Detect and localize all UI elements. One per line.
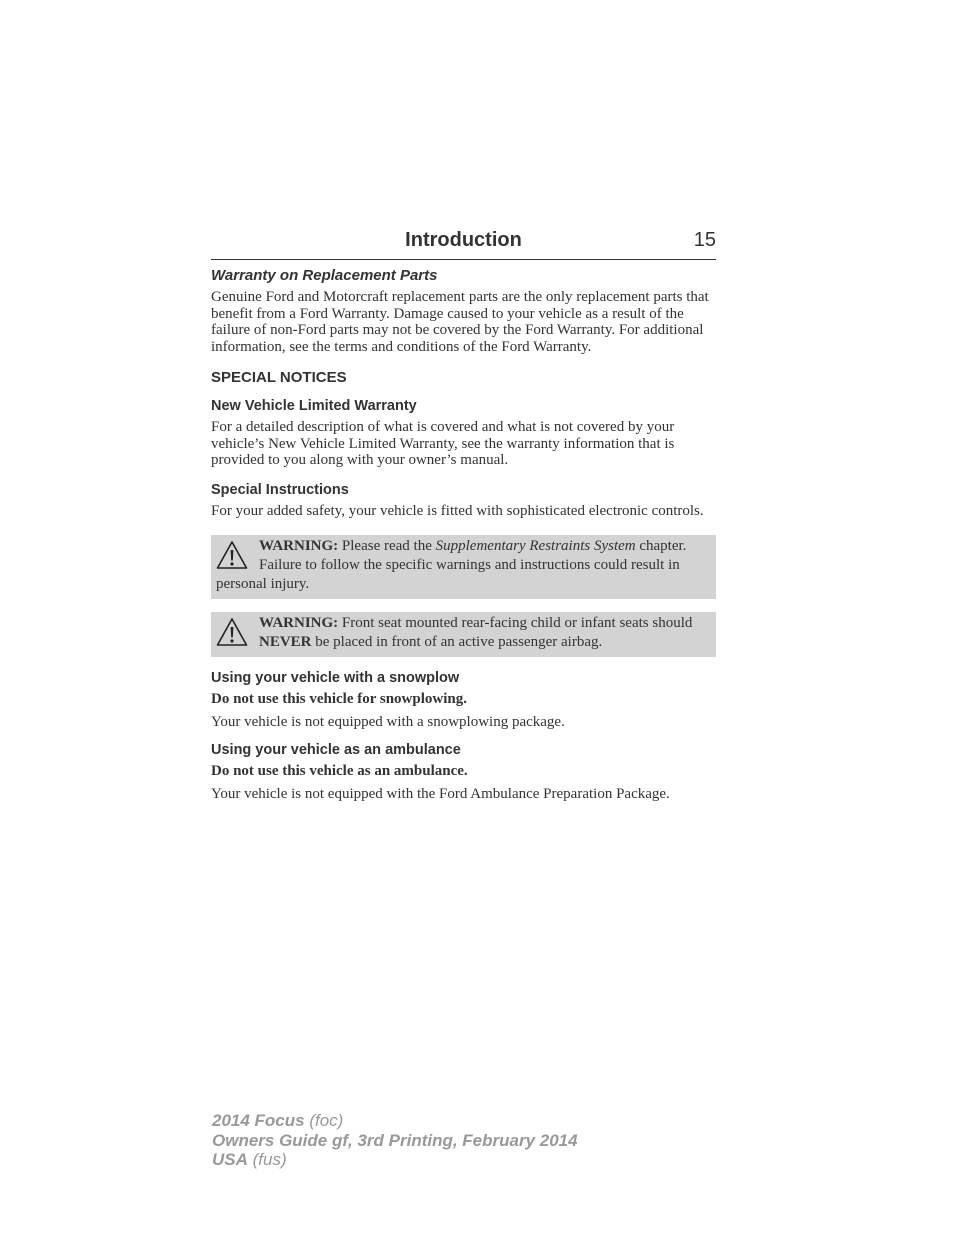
warning-text-before: Please read the (341, 538, 432, 554)
chapter-title: Introduction (405, 229, 522, 251)
ambulance-heading: Using your vehicle as an ambulance (211, 742, 461, 758)
manual-page (211, 228, 716, 818)
warning-label: WARNING: (259, 538, 339, 554)
warning-box-srs (211, 535, 716, 599)
ambulance-text: Your vehicle is not equipped with the Ford Ambulance Preparation Package. (211, 785, 670, 802)
new-vehicle-warranty-heading: New Vehicle Limited Warranty (211, 398, 417, 414)
new-vehicle-warranty-text: For a detailed description of what is covered and what is not covered by your vehicle’s New Vehicle Limited Warranty, see the warranty information that is provided to you along with your owner’s manual. (211, 419, 675, 468)
snowplow-bold-text: Do not use this vehicle for snowplowing. (211, 691, 467, 707)
warning-emphasis: NEVER (259, 634, 312, 650)
warning-text-after: chapter. Failure to follow the specific warnings and instructions could result in personal injury. (216, 538, 687, 592)
warning-triangle-icon (216, 540, 248, 570)
warning-text-before: Front seat mounted rear-facing child or infant seats should (341, 615, 693, 631)
warning-box-child-seat (211, 612, 716, 657)
warning-label: WARNING: (259, 615, 339, 631)
footer-region-line (212, 1150, 578, 1170)
snowplow-heading: Using your vehicle with a snowplow (211, 670, 460, 686)
snowplow-text: Your vehicle is not equipped with a snowplowing package. (211, 713, 565, 730)
warning-text-after: be placed in front of an active passenger airbag. (315, 634, 603, 650)
footer-region-code: (fus) (252, 1150, 287, 1169)
warranty-replacement-heading: Warranty on Replacement Parts (211, 267, 438, 284)
ambulance-bold-text: Do not use this vehicle as an ambulance. (211, 763, 468, 779)
page-number: 15 (693, 229, 716, 251)
warning-triangle-icon (216, 617, 248, 647)
warranty-replacement-text: Genuine Ford and Motorcraft replacement parts are the only replacement parts that benefit from a Ford Warranty. Damage caused to your vehicle as a result of the failure of non-Ford parts may not be covered by the Ford Warranty. For additional information, see the terms and conditions of the Ford Warranty. (211, 289, 709, 355)
special-notices-heading: SPECIAL NOTICES (211, 369, 347, 386)
footer-region: USA (212, 1150, 248, 1169)
page-footer (212, 1111, 578, 1170)
footer-model-line (212, 1111, 578, 1131)
footer-model-code: (foc) (309, 1111, 344, 1130)
special-instructions-text: For your added safety, your vehicle is fitted with sophisticated electronic controls. (211, 502, 704, 519)
footer-model: 2014 Focus (212, 1111, 305, 1130)
page-header (211, 228, 716, 260)
footer-guide-line: Owners Guide gf, 3rd Printing, February 2014 (212, 1130, 578, 1150)
warning-italic-reference: Supplementary Restraints System (435, 538, 636, 554)
special-instructions-heading: Special Instructions (211, 481, 349, 498)
